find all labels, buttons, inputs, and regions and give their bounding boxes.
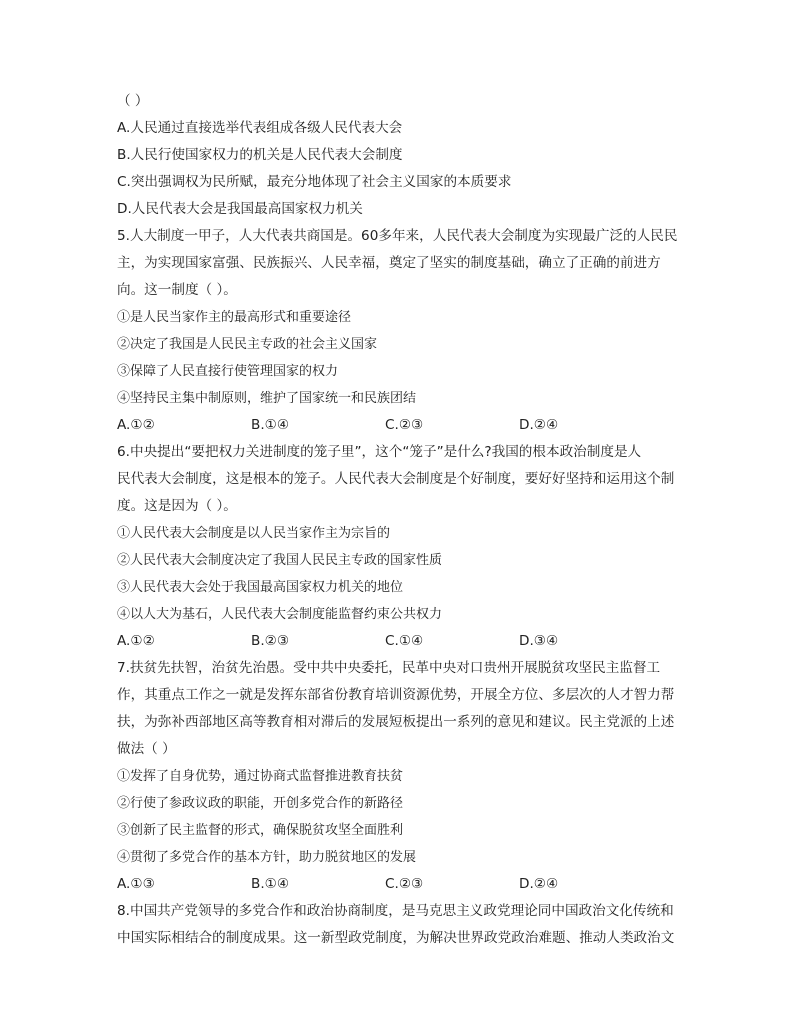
answer-options-row: [117, 871, 682, 898]
statement-line: ①发挥了自身优势，通过协商式监督推进教育扶贫: [117, 769, 404, 784]
text-line: 民代表大会制度，这是根本的笼子。人民代表大会制度是个好制度，要好好坚持和运用这个制: [117, 471, 675, 487]
text-line: （ ）: [117, 93, 149, 109]
text-line: 6.中央提出“要把权力关进制度的笼子里”，这个“笼子”是什么?我国的根本政治制度是人: [117, 444, 642, 460]
answer-option: C.①④: [385, 633, 424, 649]
answer-options-row: [117, 628, 682, 655]
statement-line: ②决定了我国是人民民主专政的社会主义国家: [117, 337, 378, 352]
statement-line: ④贯彻了多党合作的基本方针，助力脱贫地区的发展: [117, 850, 417, 865]
statement-line: ①是人民当家作主的最高形式和重要途径: [117, 310, 352, 325]
statement-line: ③创新了民主监督的形式，确保脱贫攻坚全面胜利: [117, 823, 404, 838]
text-line: 度。这是因为（ ）。: [117, 498, 237, 514]
text-line: D.人民代表大会是我国最高国家权力机关: [117, 201, 363, 217]
text-line: A.人民通过直接选举代表组成各级人民代表大会: [117, 120, 403, 136]
text-line: 主，为实现国家富强、民族振兴、人民幸福，奠定了坚实的制度基础，确立了正确的前进方: [117, 255, 661, 271]
statement-line: ③人民代表大会处于我国最高国家权力机关的地位: [117, 580, 404, 595]
answer-options-row: [117, 412, 682, 439]
statement-line: ②行使了参政议政的职能，开创多党合作的新路径: [117, 796, 404, 811]
text-line: 7.扶贫先扶智，治贫先治愚。受中共中央委托，民革中央对口贵州开展脱贫攻坚民主监督工: [117, 660, 661, 676]
answer-option: B.①④: [251, 417, 290, 433]
answer-option: B.①④: [251, 876, 290, 892]
answer-option: C.②③: [385, 876, 424, 892]
text-line: 8.中国共产党领导的多党合作和政治协商制度，是马克思主义政党理论同中国政治文化传统和: [117, 903, 674, 919]
text-line: 向。这一制度（ ）。: [117, 282, 237, 298]
answer-option: D.②④: [519, 417, 559, 433]
statement-line: ②人民代表大会制度决定了我国人民民主专政的国家性质: [117, 553, 443, 568]
statement-line: ④以人大为基石，人民代表大会制度能监督约束公共权力: [117, 607, 443, 622]
text-line: 扶，为弥补西部地区高等教育相对滞后的发展短板提出一系列的意见和建议。民主党派的上述: [117, 714, 675, 730]
answer-option: A.①③: [117, 876, 155, 892]
text-line: 做法（ ）: [117, 741, 176, 757]
answer-option: D.②④: [519, 876, 559, 892]
text-line: B.人民行使国家权力的机关是人民代表大会制度: [117, 147, 403, 163]
question-content: [117, 88, 682, 952]
text-line: 中国实际相结合的制度成果。这一新型政党制度，为解决世界政党政治难题、推动人类政治文: [117, 930, 675, 946]
answer-option: A.①②: [117, 633, 155, 649]
answer-option: D.③④: [519, 633, 559, 649]
answer-option: C.②③: [385, 417, 424, 433]
statement-line: ①人民代表大会制度是以人民当家作主为宗旨的: [117, 526, 391, 541]
answer-option: B.②③: [251, 633, 290, 649]
text-line: C.突出强调权为民所赋，最充分地体现了社会主义国家的本质要求: [117, 174, 512, 190]
text-line: 5.人大制度一甲子，人大代表共商国是。60多年来，人民代表大会制度为实现最广泛的人民民: [117, 228, 678, 244]
statement-line: ③保障了人民直接行使管理国家的权力: [117, 364, 339, 379]
statement-line: ④坚持民主集中制原则，维护了国家统一和民族团结: [117, 391, 417, 406]
text-line: 作，其重点工作之一就是发挥东部省份教育培训资源优势，开展全方位、多层次的人才智力帮: [117, 687, 675, 703]
answer-option: A.①②: [117, 417, 155, 433]
